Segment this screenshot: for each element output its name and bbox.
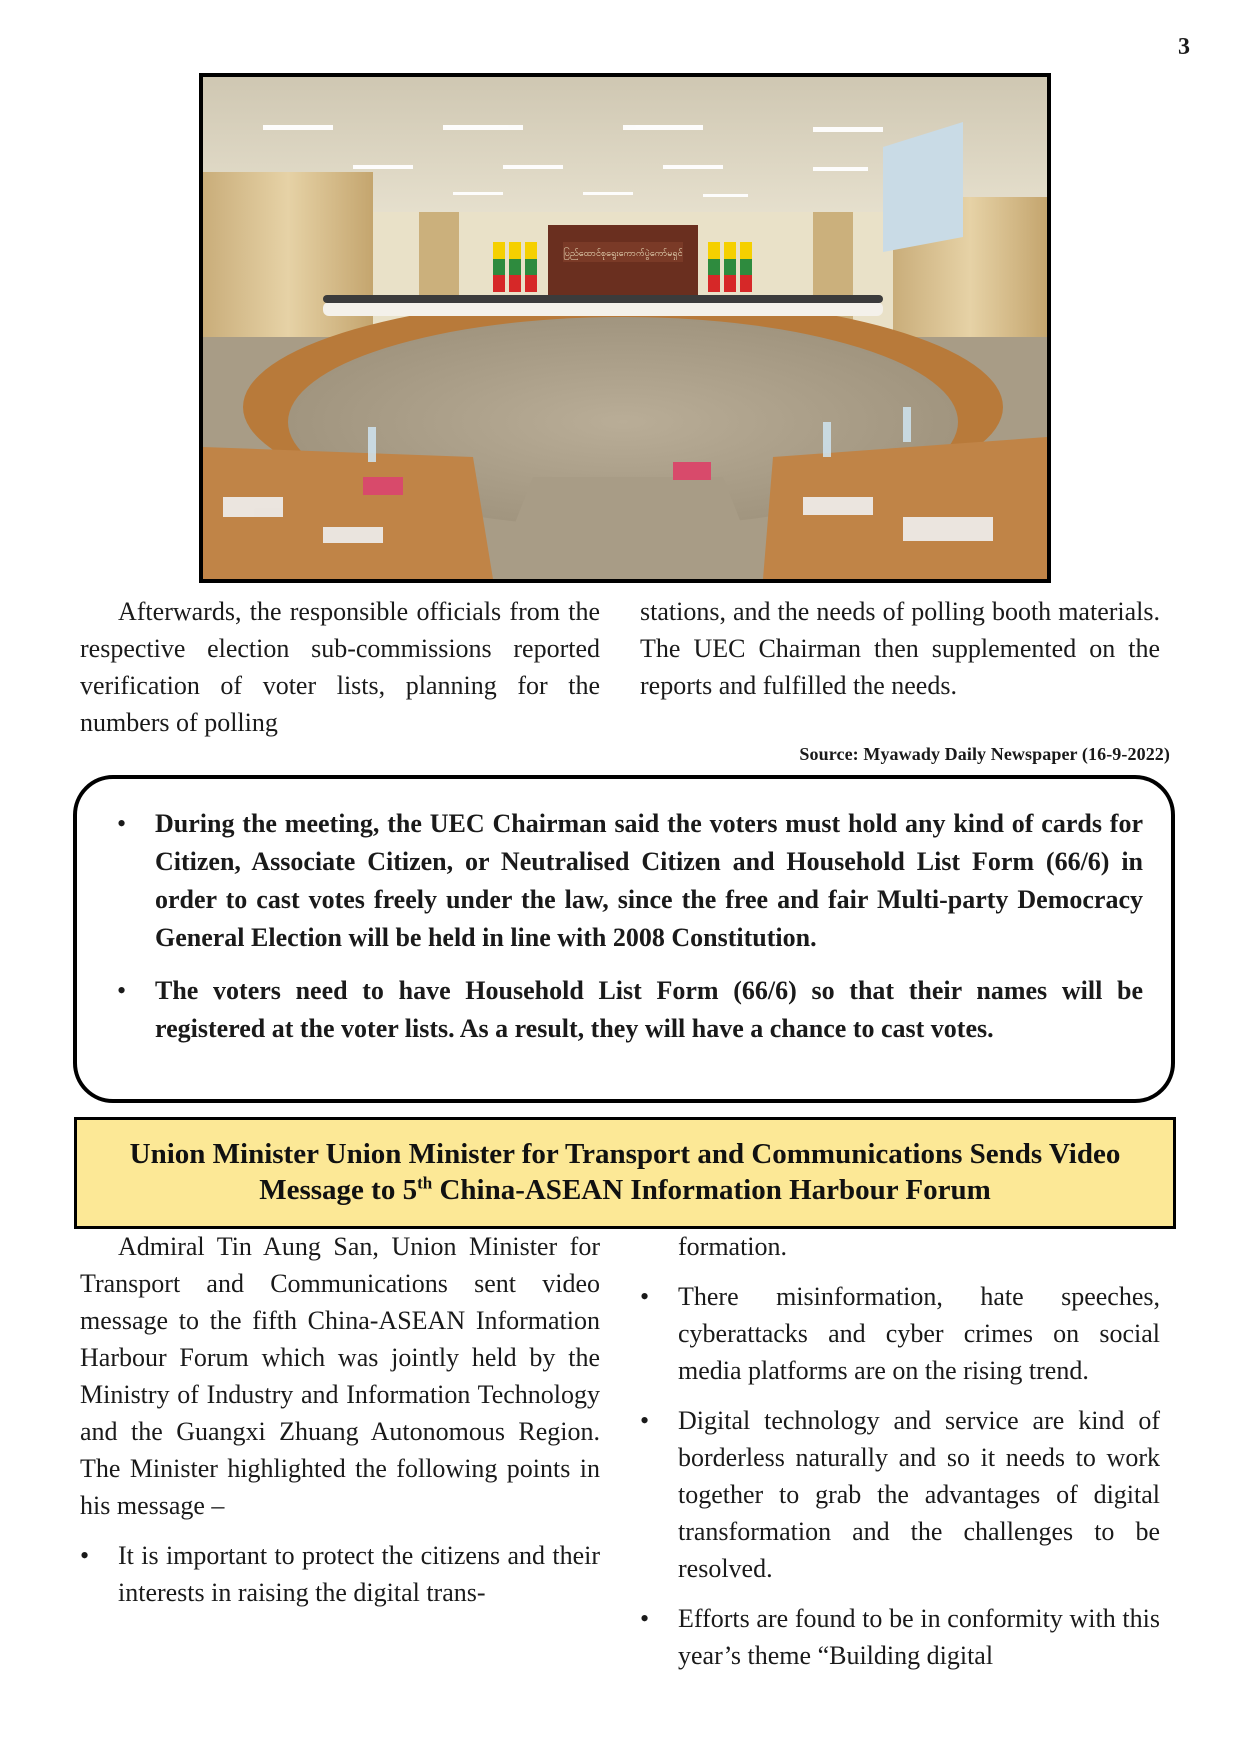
key-points-list [101, 805, 1143, 1048]
bullet-icon: • [117, 809, 127, 838]
ordinal-suffix: th [417, 1173, 433, 1193]
article2-left-bullets [80, 1537, 600, 1611]
article-headline [74, 1117, 1176, 1229]
bullet-text: Efforts are found to be in conformity with this year’s theme “Building digital [678, 1604, 1160, 1670]
bullet-icon: • [80, 1541, 90, 1570]
bullet-icon: • [117, 976, 127, 1005]
article2-right-bullets [640, 1278, 1160, 1674]
article2-continuation-text: formation. [678, 1232, 788, 1261]
bullet-text: It is important to protect the citizens and their interests in raising the digital trans- [118, 1541, 600, 1607]
bullet-icon: • [640, 1604, 650, 1633]
bullet-item [80, 1537, 600, 1611]
headline-line-2: Message to 5th China-ASEAN Information Harbour Forum [259, 1173, 991, 1206]
bullet-item [640, 1600, 1160, 1674]
article1-left-column [80, 593, 600, 741]
source-credit: Source: Myawady Daily Newspaper (16-9-2022) [799, 744, 1170, 764]
key-point-text: The voters need to have Household List Form (66/6) so that their names will be registered at the voter lists. As a result, they will have a chance to cast votes. [155, 976, 1143, 1043]
key-point-item [101, 972, 1143, 1048]
page-number: 3 [1178, 34, 1190, 60]
article2-intro-text: Admiral Tin Aung San, Union Minister for Transport and Communications sent video message to the fifth China-ASEAN Information Harbour Forum which was jointly held by the Ministry of Industry and Information Technology and the Guangxi Zhuang Autonomous Region. The Minister highlighted the following points in his message – [80, 1232, 600, 1520]
bullet-text: Digital technology and service are kind of borderless naturally and so it needs to work together to grab the advantages of digital transformation and the challenges to be resolved. [678, 1406, 1160, 1583]
meeting-hall-photo [199, 73, 1051, 583]
bullet-text: There misinformation, hate speeches, cyberattacks and cyber crimes on social media platforms are on the rising trend. [678, 1282, 1160, 1385]
article2-left-column [80, 1228, 600, 1611]
bullet-icon: • [640, 1406, 650, 1435]
key-points-box [73, 775, 1175, 1103]
key-point-item [101, 805, 1143, 957]
bullet-item [640, 1278, 1160, 1389]
key-point-text: During the meeting, the UEC Chairman said the voters must hold any kind of cards for Citizen, Associate Citizen, or Neutralised Citizen and Household List Form (66/6) in order to cast votes freely under the law, since the free and fair Multi-party Democracy General Election will be held in line with 2008 Constitution. [155, 809, 1143, 952]
headline-line-1: Union Minister Union Minister for Transport and Communications Sends Video [129, 1138, 1121, 1170]
bullet-icon: • [640, 1282, 650, 1311]
article1-left-text: Afterwards, the responsible officials from the respective election sub-commissions reported verification of voter lists, planning for the numbers of polling [80, 597, 600, 737]
article1-right-text: stations, and the needs of polling booth materials. The UEC Chairman then supplemented on the reports and fulfilled the needs. [640, 597, 1160, 700]
article1-right-column [640, 593, 1160, 704]
article2-right-column [640, 1228, 1160, 1674]
bullet-item [640, 1402, 1160, 1587]
backdrop-banner-text: ပြည်ထောင်စုရွေးကောက်ပွဲကော်မရှင် [563, 249, 683, 259]
meeting-hall-illustration [203, 77, 1047, 579]
